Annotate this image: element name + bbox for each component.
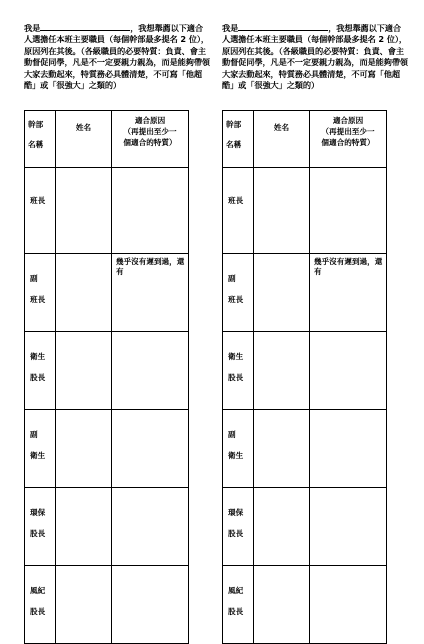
- position-cell: 副 衛生: [25, 410, 56, 488]
- position-cell: 副 班長: [25, 254, 56, 332]
- intro-body: ，我想舉薦以下適合人選擔任本班主要職員（每個幹部最多提名 2 位），原因列在其後。（各級職員的必要特質：負責、會主動督促同學，凡是不一定要親力親為，而是能夠帶領大家去動起來，特質務必具體清楚，不可寫「他超酷」或「很強大」之類的）: [222, 23, 409, 91]
- header-row: [25, 111, 189, 168]
- name-cell[interactable]: [254, 488, 310, 566]
- name-cell[interactable]: [254, 254, 310, 332]
- reason-cell[interactable]: 幾乎沒有遲到過，還有: [310, 254, 387, 332]
- reason-cell[interactable]: 幾乎沒有遲到過，還有: [112, 254, 189, 332]
- table-row: [223, 566, 387, 644]
- table-row: [223, 410, 387, 488]
- name-cell[interactable]: [254, 332, 310, 410]
- intro-prefix: 我是: [24, 23, 41, 33]
- intro-paragraph: [24, 22, 210, 91]
- position-cell: 副 衛生: [223, 410, 254, 488]
- header-row: [223, 111, 387, 168]
- position-cell: 衛生 股長: [25, 332, 56, 410]
- header-reason: 適合原因 （再提出至少一 個適合的特質）: [112, 111, 189, 168]
- name-cell[interactable]: [56, 168, 112, 254]
- reason-cell[interactable]: [310, 488, 387, 566]
- table-row: [25, 332, 189, 410]
- name-cell[interactable]: [56, 332, 112, 410]
- reason-cell[interactable]: [112, 410, 189, 488]
- nomination-table: [24, 110, 189, 644]
- reason-cell[interactable]: [310, 410, 387, 488]
- name-blank[interactable]: [238, 22, 328, 31]
- position-cell: 風紀 股長: [223, 566, 254, 644]
- reason-cell[interactable]: [310, 566, 387, 644]
- position-cell: 班長: [25, 168, 56, 254]
- left-form: [24, 22, 212, 616]
- name-cell[interactable]: [56, 488, 112, 566]
- table-row: [223, 168, 387, 254]
- header-reason: 適合原因 （再提出至少一 個適合的特質）: [310, 111, 387, 168]
- right-form: [222, 22, 410, 616]
- table-row: [25, 488, 189, 566]
- table-row: [25, 566, 189, 644]
- reason-cell[interactable]: [112, 168, 189, 254]
- position-cell: 環保 股長: [223, 488, 254, 566]
- intro-prefix: 我是: [222, 23, 239, 33]
- header-name: 姓名: [56, 111, 112, 168]
- table-row: [223, 332, 387, 410]
- position-cell: 風紀 股長: [25, 566, 56, 644]
- table-row: [25, 254, 189, 332]
- reason-cell[interactable]: [310, 168, 387, 254]
- reason-cell[interactable]: [112, 566, 189, 644]
- header-position: 幹部 名稱: [223, 111, 254, 168]
- position-cell: 班長: [223, 168, 254, 254]
- table-row: [223, 488, 387, 566]
- position-cell: 衛生 股長: [223, 332, 254, 410]
- name-blank[interactable]: [40, 22, 130, 31]
- intro-paragraph: [222, 22, 408, 91]
- reason-cell[interactable]: [112, 332, 189, 410]
- reason-cell[interactable]: [310, 332, 387, 410]
- intro-body: ，我想舉薦以下適合人選擔任本班主要職員（每個幹部最多提名 2 位），原因列在其後。（各級職員的必要特質：負責、會主動督促同學，凡是不一定要親力親為，而是能夠帶領大家去動起來，特質務必具體清楚，不可寫「他超酷」或「很強大」之類的）: [24, 23, 211, 91]
- name-cell[interactable]: [56, 566, 112, 644]
- name-cell[interactable]: [254, 168, 310, 254]
- reason-cell[interactable]: [112, 488, 189, 566]
- name-cell[interactable]: [254, 410, 310, 488]
- header-name: 姓名: [254, 111, 310, 168]
- header-position: 幹部 名稱: [25, 111, 56, 168]
- table-row: [223, 254, 387, 332]
- position-cell: 環保 股長: [25, 488, 56, 566]
- name-cell[interactable]: [56, 410, 112, 488]
- nomination-table: [222, 110, 387, 644]
- table-row: [25, 410, 189, 488]
- name-cell[interactable]: [56, 254, 112, 332]
- position-cell: 副 班長: [223, 254, 254, 332]
- name-cell[interactable]: [254, 566, 310, 644]
- table-row: [25, 168, 189, 254]
